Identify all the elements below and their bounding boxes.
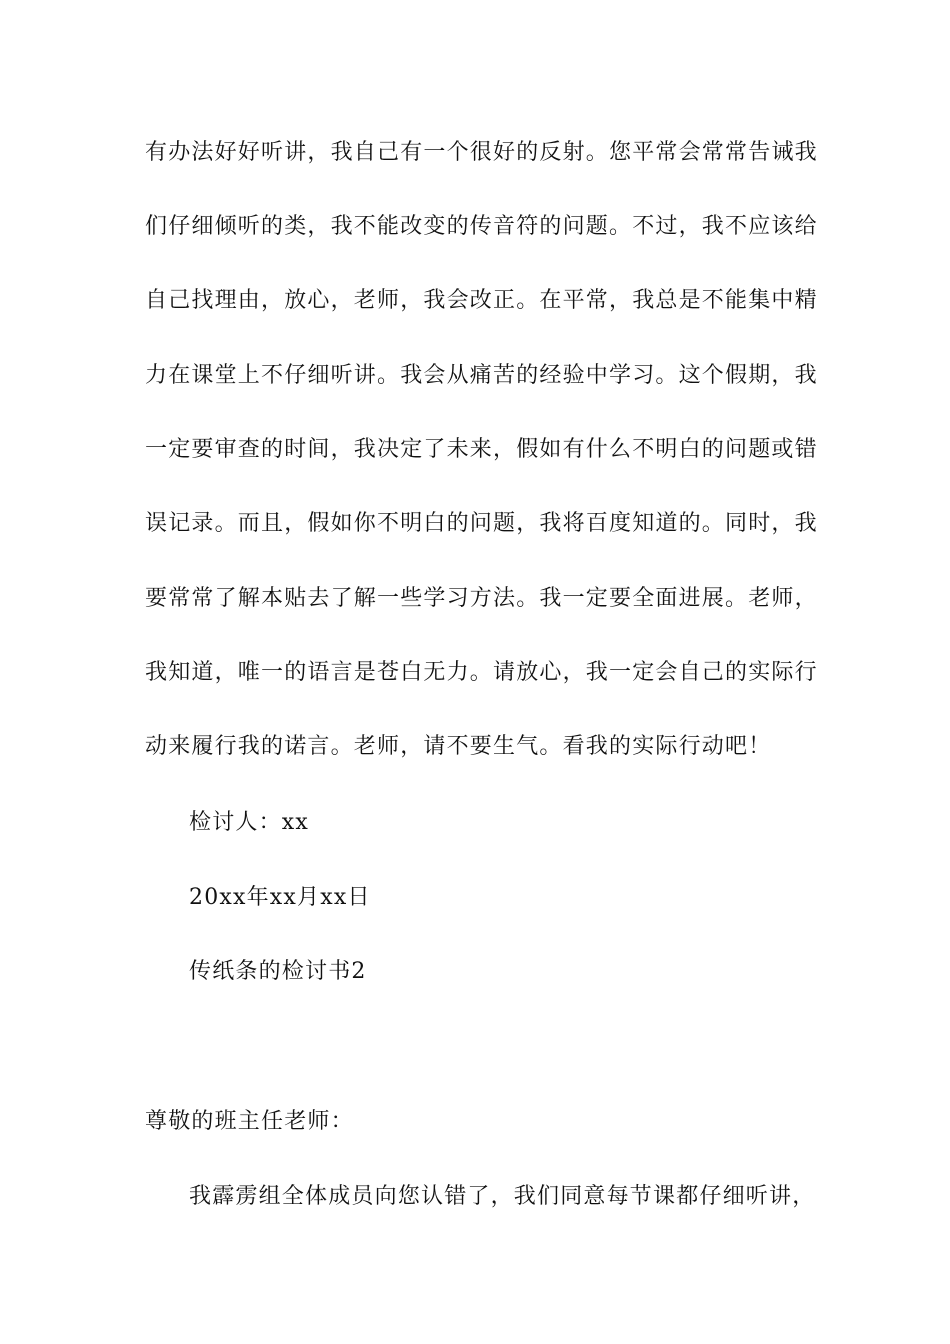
body-line-8: 我知道，唯一的语言是苍白无力。请放心，我一定会自己的实际行: [145, 660, 818, 685]
signature-date: 20xx年xx月xx日: [189, 885, 371, 910]
body-line-6: 误记录。而且，假如你不明白的问题，我将百度知道的。同时，我: [145, 511, 818, 536]
body-line-7: 要常常了解本贴去了解一些学习方法。我一定要全面进展。老师，: [145, 586, 818, 611]
section-heading: 传纸条的检讨书2: [189, 959, 367, 984]
body-line-3: 自己找理由，放心，老师，我会改正。在平常，我总是不能集中精: [145, 288, 818, 313]
body-line-2: 们仔细倾听的类，我不能改变的传音符的问题。不过，我不应该给: [145, 214, 818, 239]
body-line-5: 一定要审查的时间，我决定了未来，假如有什么不明白的问题或错: [145, 437, 818, 462]
body-line-4: 力在课堂上不仔细听讲。我会从痛苦的经验中学习。这个假期，我: [145, 363, 818, 388]
body-line-section2-1: 我霹雳组全体成员向您认错了，我们同意每节课都仔细听讲，: [189, 1184, 816, 1209]
body-line-1: 有办法好好听讲，我自己有一个很好的反射。您平常会常常告诫我: [145, 140, 818, 165]
salutation: 尊敬的班主任老师：: [145, 1109, 354, 1134]
signature-author: 检讨人：xx: [189, 810, 310, 835]
body-line-9: 动来履行我的诺言。老师，请不要生气。看我的实际行动吧！: [145, 734, 772, 759]
